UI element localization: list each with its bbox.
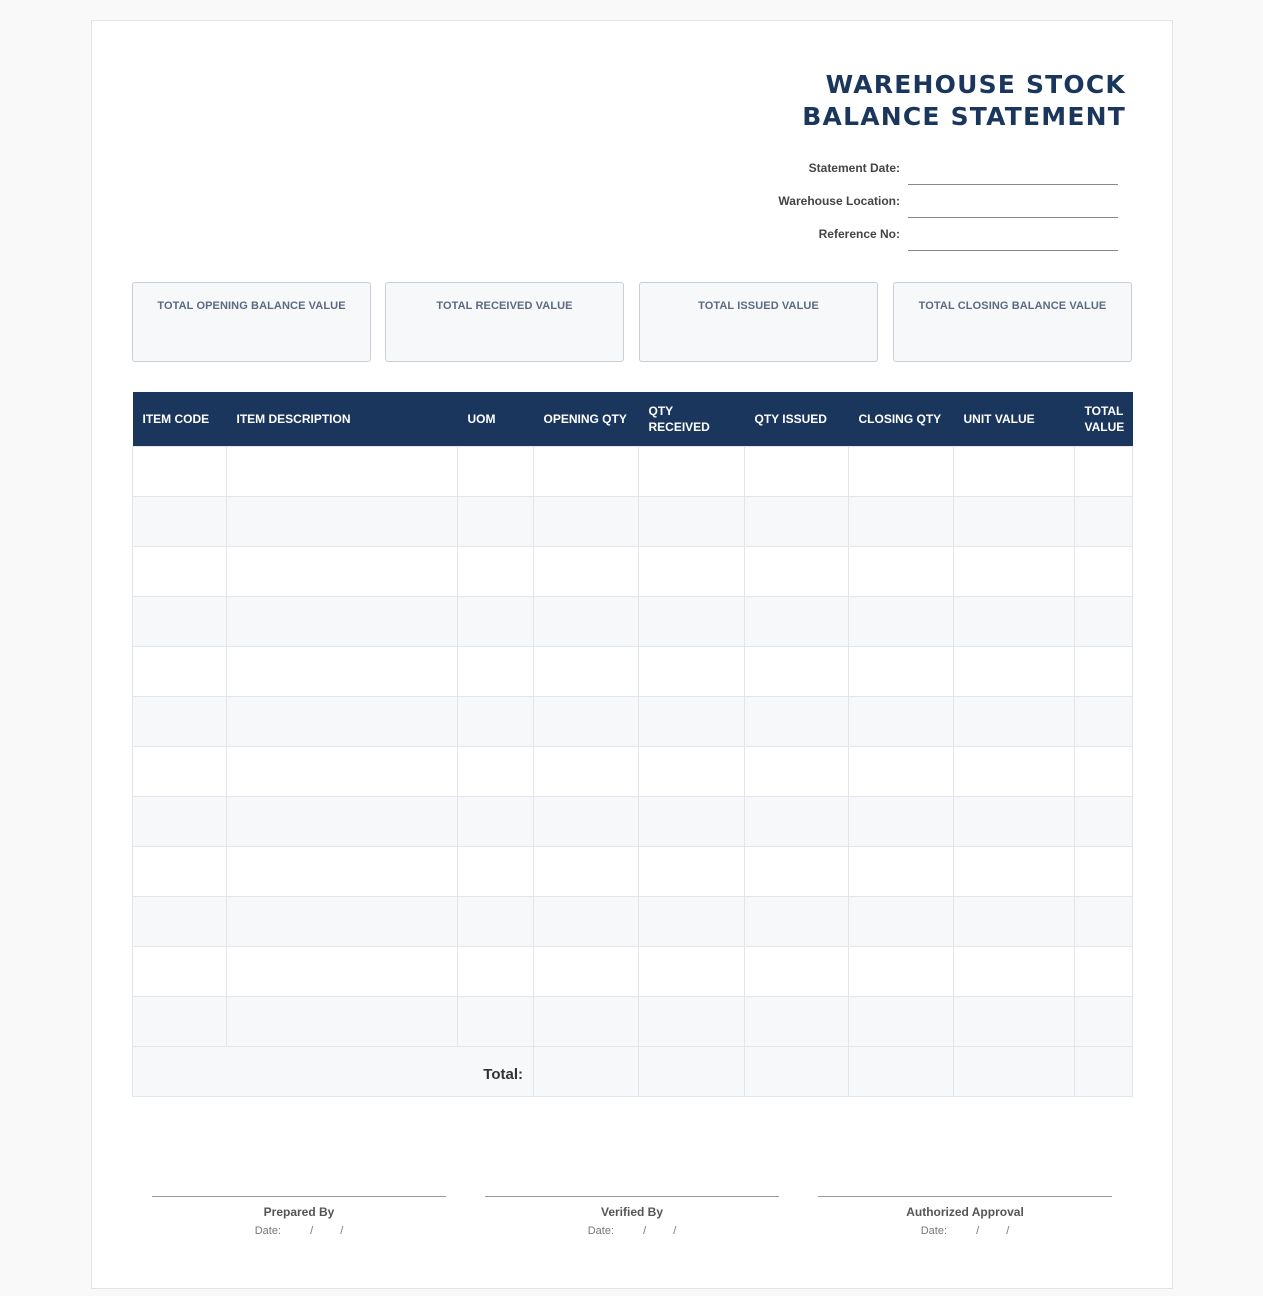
table-cell[interactable] [745,846,849,896]
table-cell[interactable] [639,646,745,696]
total-cell[interactable] [954,1046,1075,1096]
table-row [133,796,1133,846]
table-cell[interactable] [954,646,1075,696]
table-cell[interactable] [227,496,458,546]
table-cell[interactable] [745,946,849,996]
table-cell[interactable] [1075,896,1133,946]
table-cell[interactable] [745,996,849,1046]
table-cell[interactable] [534,496,639,546]
table-cell[interactable] [1075,446,1133,496]
table-row [133,896,1133,946]
table-cell[interactable] [227,896,458,946]
total-opening-balance-box [132,282,371,362]
table-cell[interactable] [133,496,227,546]
table-cell[interactable] [133,946,227,996]
table-row [133,496,1133,546]
table-cell[interactable] [954,796,1075,846]
table-cell[interactable] [745,646,849,696]
stock-table [132,392,1133,1097]
verified-by-block [485,1196,779,1237]
table-cell[interactable] [534,646,639,696]
table-cell[interactable] [639,496,745,546]
col-total-value: TOTAL VALUE [1075,392,1133,446]
table-cell[interactable] [534,596,639,646]
table-cell[interactable] [458,896,534,946]
table-cell[interactable] [458,446,534,496]
table-cell[interactable] [227,996,458,1046]
verified-by-line[interactable] [485,1196,779,1197]
table-cell[interactable] [745,896,849,946]
table-cell[interactable] [954,546,1075,596]
verified-by-label: Verified By [600,1205,664,1219]
stock-table-container [132,392,1132,1097]
table-cell[interactable] [458,946,534,996]
table-cell[interactable] [849,446,954,496]
table-cell[interactable] [1075,796,1133,846]
table-cell[interactable] [639,746,745,796]
table-cell[interactable] [133,996,227,1046]
total-cell[interactable] [639,1046,745,1096]
authorized-approval-date [818,1225,1112,1237]
table-cell[interactable] [745,496,849,546]
table-cell[interactable] [534,546,639,596]
warehouse-location-field[interactable] [908,191,1118,218]
table-cell[interactable] [227,946,458,996]
table-cell[interactable] [458,546,534,596]
table-cell[interactable] [954,596,1075,646]
date-separator: / [976,1225,980,1237]
warehouse-location-label: Warehouse Location: [778,194,900,208]
col-item-description: ITEM DESCRIPTION [227,392,458,446]
date-separator: / [310,1225,314,1237]
total-row [133,1046,1133,1096]
table-cell[interactable] [458,846,534,896]
table-cell[interactable] [534,696,639,746]
table-cell[interactable] [745,746,849,796]
table-cell[interactable] [133,646,227,696]
table-cell[interactable] [1075,746,1133,796]
table-cell[interactable] [849,596,954,646]
table-cell[interactable] [458,996,534,1046]
table-cell[interactable] [954,996,1075,1046]
table-cell[interactable] [133,896,227,946]
reference-no-field[interactable] [908,224,1118,251]
prepared-by-label: Prepared By [263,1205,335,1219]
table-cell[interactable] [954,696,1075,746]
table-cell[interactable] [458,796,534,846]
table-cell[interactable] [458,696,534,746]
table-cell[interactable] [534,846,639,896]
table-cell[interactable] [1075,546,1133,596]
col-opening-qty: OPENING QTY [534,392,639,446]
table-cell[interactable] [227,546,458,596]
total-closing-balance-label: TOTAL CLOSING BALANCE VALUE [918,300,1107,312]
table-cell[interactable] [1075,946,1133,996]
table-cell[interactable] [227,796,458,846]
table-cell[interactable] [458,496,534,546]
table-cell[interactable] [639,946,745,996]
col-uom: UOM [458,392,534,446]
table-cell[interactable] [849,896,954,946]
table-cell[interactable] [849,746,954,796]
total-issued-label: TOTAL ISSUED VALUE [698,300,819,312]
total-closing-balance-box [893,282,1132,362]
total-cell[interactable] [849,1046,954,1096]
table-row [133,846,1133,896]
table-cell[interactable] [745,546,849,596]
table-row [133,546,1133,596]
table-cell[interactable] [849,996,954,1046]
table-cell[interactable] [1075,996,1133,1046]
table-row [133,596,1133,646]
total-label: Total: [133,1046,534,1096]
table-cell[interactable] [954,846,1075,896]
table-cell[interactable] [133,796,227,846]
table-cell[interactable] [849,496,954,546]
date-separator: / [1006,1225,1010,1237]
total-received-box [385,282,624,362]
table-cell[interactable] [1075,846,1133,896]
reference-no-row [692,218,1126,251]
table-cell[interactable] [534,446,639,496]
statement-date-row [692,152,1126,185]
table-cell[interactable] [133,746,227,796]
prepared-by-block [152,1196,446,1237]
table-cell[interactable] [1075,596,1133,646]
table-cell[interactable] [639,996,745,1046]
table-row [133,946,1133,996]
table-cell[interactable] [534,746,639,796]
table-cell[interactable] [639,546,745,596]
table-cell[interactable] [849,646,954,696]
date-label: Date: [254,1225,282,1237]
authorized-approval-block [818,1196,1112,1237]
total-received-label: TOTAL RECEIVED VALUE [436,300,573,312]
col-item-code: ITEM CODE [133,392,227,446]
table-cell[interactable] [849,846,954,896]
table-cell[interactable] [639,896,745,946]
document-page [91,20,1173,1289]
table-cell[interactable] [639,696,745,746]
table-row [133,996,1133,1046]
table-cell[interactable] [133,546,227,596]
signature-section [152,1196,1112,1256]
statement-date-field[interactable] [908,158,1118,185]
table-cell[interactable] [534,796,639,846]
summary-boxes [132,282,1132,362]
table-cell[interactable] [133,696,227,746]
table-cell[interactable] [639,596,745,646]
total-cell[interactable] [1075,1046,1133,1096]
table-cell[interactable] [534,946,639,996]
table-cell[interactable] [1075,496,1133,546]
col-qty-received: QTY RECEIVED [639,392,745,446]
table-cell[interactable] [954,496,1075,546]
table-cell[interactable] [849,546,954,596]
table-cell[interactable] [534,996,639,1046]
authorized-approval-line[interactable] [818,1196,1112,1197]
table-cell[interactable] [639,846,745,896]
table-cell[interactable] [639,796,745,846]
table-row [133,696,1133,746]
verified-by-date [485,1225,779,1237]
table-cell[interactable] [1075,646,1133,696]
col-unit-value: UNIT VALUE [954,392,1075,446]
table-cell[interactable] [849,796,954,846]
table-cell[interactable] [639,446,745,496]
table-cell[interactable] [133,596,227,646]
table-header-row [133,392,1133,446]
table-cell[interactable] [1075,696,1133,746]
statement-date-label: Statement Date: [808,161,900,175]
reference-no-label: Reference No: [818,227,900,241]
table-cell[interactable] [954,946,1075,996]
prepared-by-date [152,1225,446,1237]
table-cell[interactable] [133,846,227,896]
table-row [133,446,1133,496]
table-row [133,746,1133,796]
table-cell[interactable] [745,446,849,496]
warehouse-location-row [692,185,1126,218]
table-cell[interactable] [534,896,639,946]
table-cell[interactable] [745,796,849,846]
table-cell[interactable] [954,446,1075,496]
table-cell[interactable] [458,596,534,646]
date-separator: / [673,1225,677,1237]
date-separator: / [340,1225,344,1237]
date-label: Date: [920,1225,948,1237]
table-cell[interactable] [745,696,849,746]
document-title: WAREHOUSE STOCK BALANCE STATEMENT [802,70,1126,131]
table-cell[interactable] [849,946,954,996]
total-issued-box [639,282,878,362]
total-opening-balance-label: TOTAL OPENING BALANCE VALUE [157,300,346,312]
table-cell[interactable] [458,646,534,696]
table-cell[interactable] [227,446,458,496]
table-body [133,446,1133,1096]
table-cell[interactable] [227,746,458,796]
table-cell[interactable] [227,646,458,696]
total-cell[interactable] [745,1046,849,1096]
table-cell[interactable] [745,596,849,646]
table-cell[interactable] [227,846,458,896]
date-label: Date: [587,1225,615,1237]
table-cell[interactable] [954,896,1075,946]
col-qty-issued: QTY ISSUED [745,392,849,446]
table-cell[interactable] [954,746,1075,796]
table-cell[interactable] [227,696,458,746]
table-cell[interactable] [458,746,534,796]
date-separator: / [643,1225,647,1237]
statement-meta [692,152,1126,251]
col-closing-qty: CLOSING QTY [849,392,954,446]
table-cell[interactable] [227,596,458,646]
prepared-by-line[interactable] [152,1196,446,1197]
table-cell[interactable] [133,446,227,496]
authorized-approval-label: Authorized Approval [906,1205,1024,1219]
table-row [133,646,1133,696]
table-cell[interactable] [849,696,954,746]
total-cell[interactable] [534,1046,639,1096]
